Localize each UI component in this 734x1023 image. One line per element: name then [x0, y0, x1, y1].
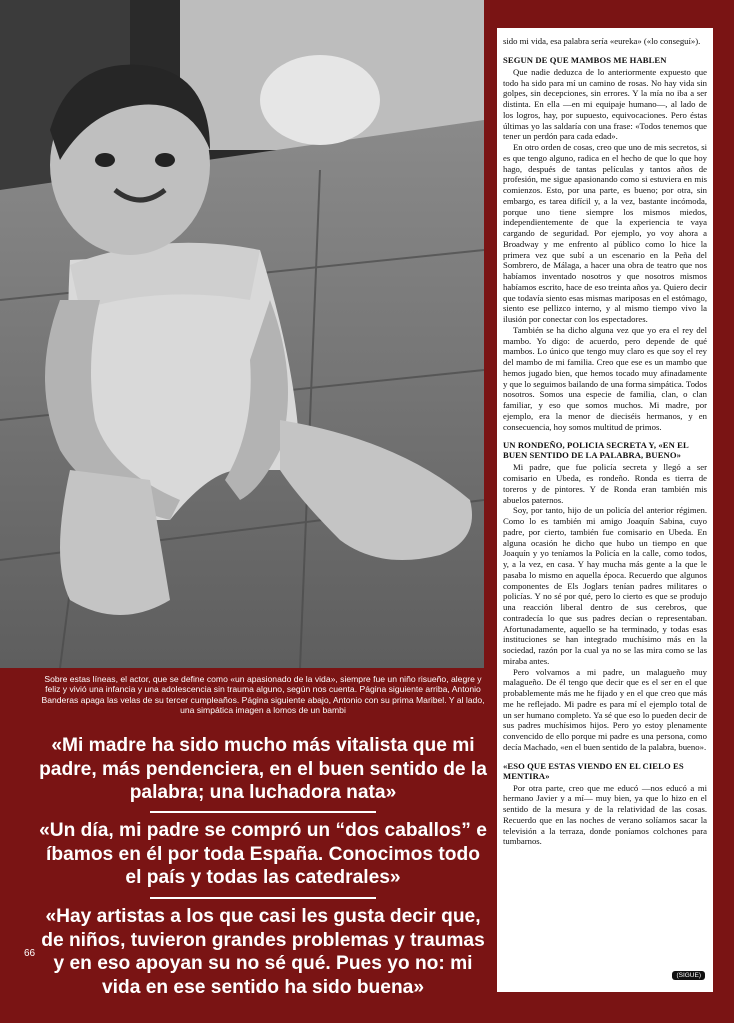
pull-quote-2: «Un día, mi padre se compró un “dos caballos” e íbamos en él por toda España. Conocimos todo el país y todas las catedrales»: [39, 820, 487, 888]
baby-photo-icon: [0, 0, 484, 668]
pull-quote-3: «Hay artistas a los que casi les gusta decir que, de niños, tuvieron grandes problemas y traumas y en eso apoyan su no sé qué. Pues yo no: mi vida en ese sentido ha sido buena»: [41, 906, 485, 998]
section-heading-2: UN RONDEÑO, POLICIA SECRETA Y, «EN EL BUEN SENTIDO DE LA PALABRA, BUENO»: [503, 440, 689, 461]
article-intro: sido mi vida, esa palabra sería «eureka» («lo conseguí»).: [503, 36, 701, 46]
quote-divider-1: [150, 811, 376, 813]
section-2-paragraph-1: Mi padre, que fue policía secreta y llegó a ser comisario en Ubeda, es rondeño. Ronda es tierra de toreros y de pintores. Y de Ronda eran también mis abuelos paternos.: [503, 462, 707, 505]
section-3-paragraph-1: Por otra parte, creo que me educó —nos educó a mi hermano Javier y a mí— muy bien, ya que lo hizo en el sentido de la mesura y de la relatividad de las cosas. Recuerdo que en las noches de verano solíamos sacar la televisión a la terraza, donde poníamos colchones para tumbarnos.: [503, 782, 707, 847]
quote-divider-2: [150, 897, 376, 899]
article-column: [497, 28, 713, 992]
page-number: 66: [24, 948, 36, 959]
section-1-paragraph-2: En otro orden de cosas, creo que uno de mis secretos, si es que tengo alguno, radica en el hecho de que lo que hoy hago, después de tantas películas y tantos años de profesión, me sigue apasionando como si estuviera en mis comienzos. Esto, por una parte, es bueno; por otra, sin embargo, es tarea difícil y, a la vez, bastante incómoda, porque uno tiene siempre los mismos miedos, independientemente de que la experiencia te vaya cargando de seguridad. Por ejemplo, yo voy ahora a Broadway y me enfrento al público como lo hice la primera vez que subí a un escenario en la Peña del Sombrero, de Málaga, a hacer una obra de teatro que nos habíamos inventado nosotros y que nosotros mismos habíamos escrito, hace de eso treinta años ya. Quiero decir que todavía siento esas mismas mariposas en el estómago, siento ese pellizco interno, y al mismo tiempo vivo la ilusión por conectar con los espectadores.: [503, 142, 707, 324]
section-2-paragraph-2: Soy, por tanto, hijo de un policía del anterior régimen. Como lo es también mi amigo Joaquín Sabina, cuyo padre, por cierto, también fue comisario en Ubeda. En alguna ocasión he dicho que hubo un tiempo en que Joaquín y yo teníamos la Policía en la calle, como todos, y, a la vez, en casa. Y hay mucha más gente a la que le pasaba lo mismo en aquella época. Recuerdo que algunos componentes de Els Joglars tenían padres militares o policías. Y no sé por qué, pero lo cierto es que se produjo una reacción liberal dentro de sus cerebros, que contradecía lo que sus padres decían o representaban. Afortunadamente, aquello se ha terminado, y todas esas instituciones se han integrado muchísimo más en la sociedad, razón por la cual ya no se las mira como se las miraba antes.: [503, 505, 707, 666]
section-heading-3: «ESO QUE ESTAS VIENDO EN EL CIELO ES MENTIRA»: [503, 760, 684, 781]
section-1-paragraph-3: También se ha dicho alguna vez que yo era el rey del mambo. Yo digo: de acuerdo, pero depende de qué mambos. Lo único que tengo muy claro es que soy el rey del mambo de mi familia. Creo que ese es un mambo que hemos jugado bien, que hemos tocado muy afinadamente y que lo seguimos bailando de una forma simpática. Todos nosotros. Somos una especie de familia, clan, o clan familiar, y eso que somos muchos. Mi madre, por ejemplo, era la menor de dieciséis hermanos, y en consecuencia, hoy somos multitud de primos.: [503, 324, 707, 432]
continue-badge: (SIGUE): [672, 971, 705, 980]
photo-caption: Sobre estas líneas, el actor, que se define como «un apasionado de la vida», siempre fue un niño risueño, alegre y feliz y vivió una infancia y una adolescencia sin trauma alguno, según nos cuenta. Página siguiente arriba, Antonio Banderas apaga las velas de su tercer cumpleaños. Página siguiente abajo, Antonio con su prima Maribel. Y al lado, una simpática imagen a lomos de un bambi: [41, 674, 485, 716]
baby-photo: [0, 0, 484, 668]
section-1-paragraph-1: Que nadie deduzca de lo anteriormente expuesto que todo ha sido para mí un camino de rosas. No hay vida sin golpes, sin decepciones, sin errores. Y la mía no iba a ser distinta. En ella —en mi equipaje humano—, al lado de los logros, hay, por supuesto, equivocaciones. Pero éstas últimas yo las saldaría con una frase: «Todos tenemos que tener un perdón para cada edad».: [503, 66, 707, 142]
pull-quote-1: «Mi madre ha sido mucho más vitalista que mi padre, más pendenciera, en el buen sentido de la palabra; una luchadora nata»: [39, 735, 487, 803]
section-heading-1: SEGUN DE QUE MAMBOS ME HABLEN: [503, 54, 667, 65]
section-2-paragraph-3: Pero volvamos a mi padre, un malagueño muy malagueño. De él tengo que decir que es el ser en el que probablemente más me he fijado y en el que creo que más me he reflejado. Mi padre es para mí el ejemplo total de un ser humano completo. Ya sé que eso lo pueden decir de sus padres muchísimos hijos. Pero yo estoy plenamente convencido de ello porque mi padre es una persona, como decía Machado, «en el buen sentido de la palabra, bueno».: [503, 666, 707, 752]
